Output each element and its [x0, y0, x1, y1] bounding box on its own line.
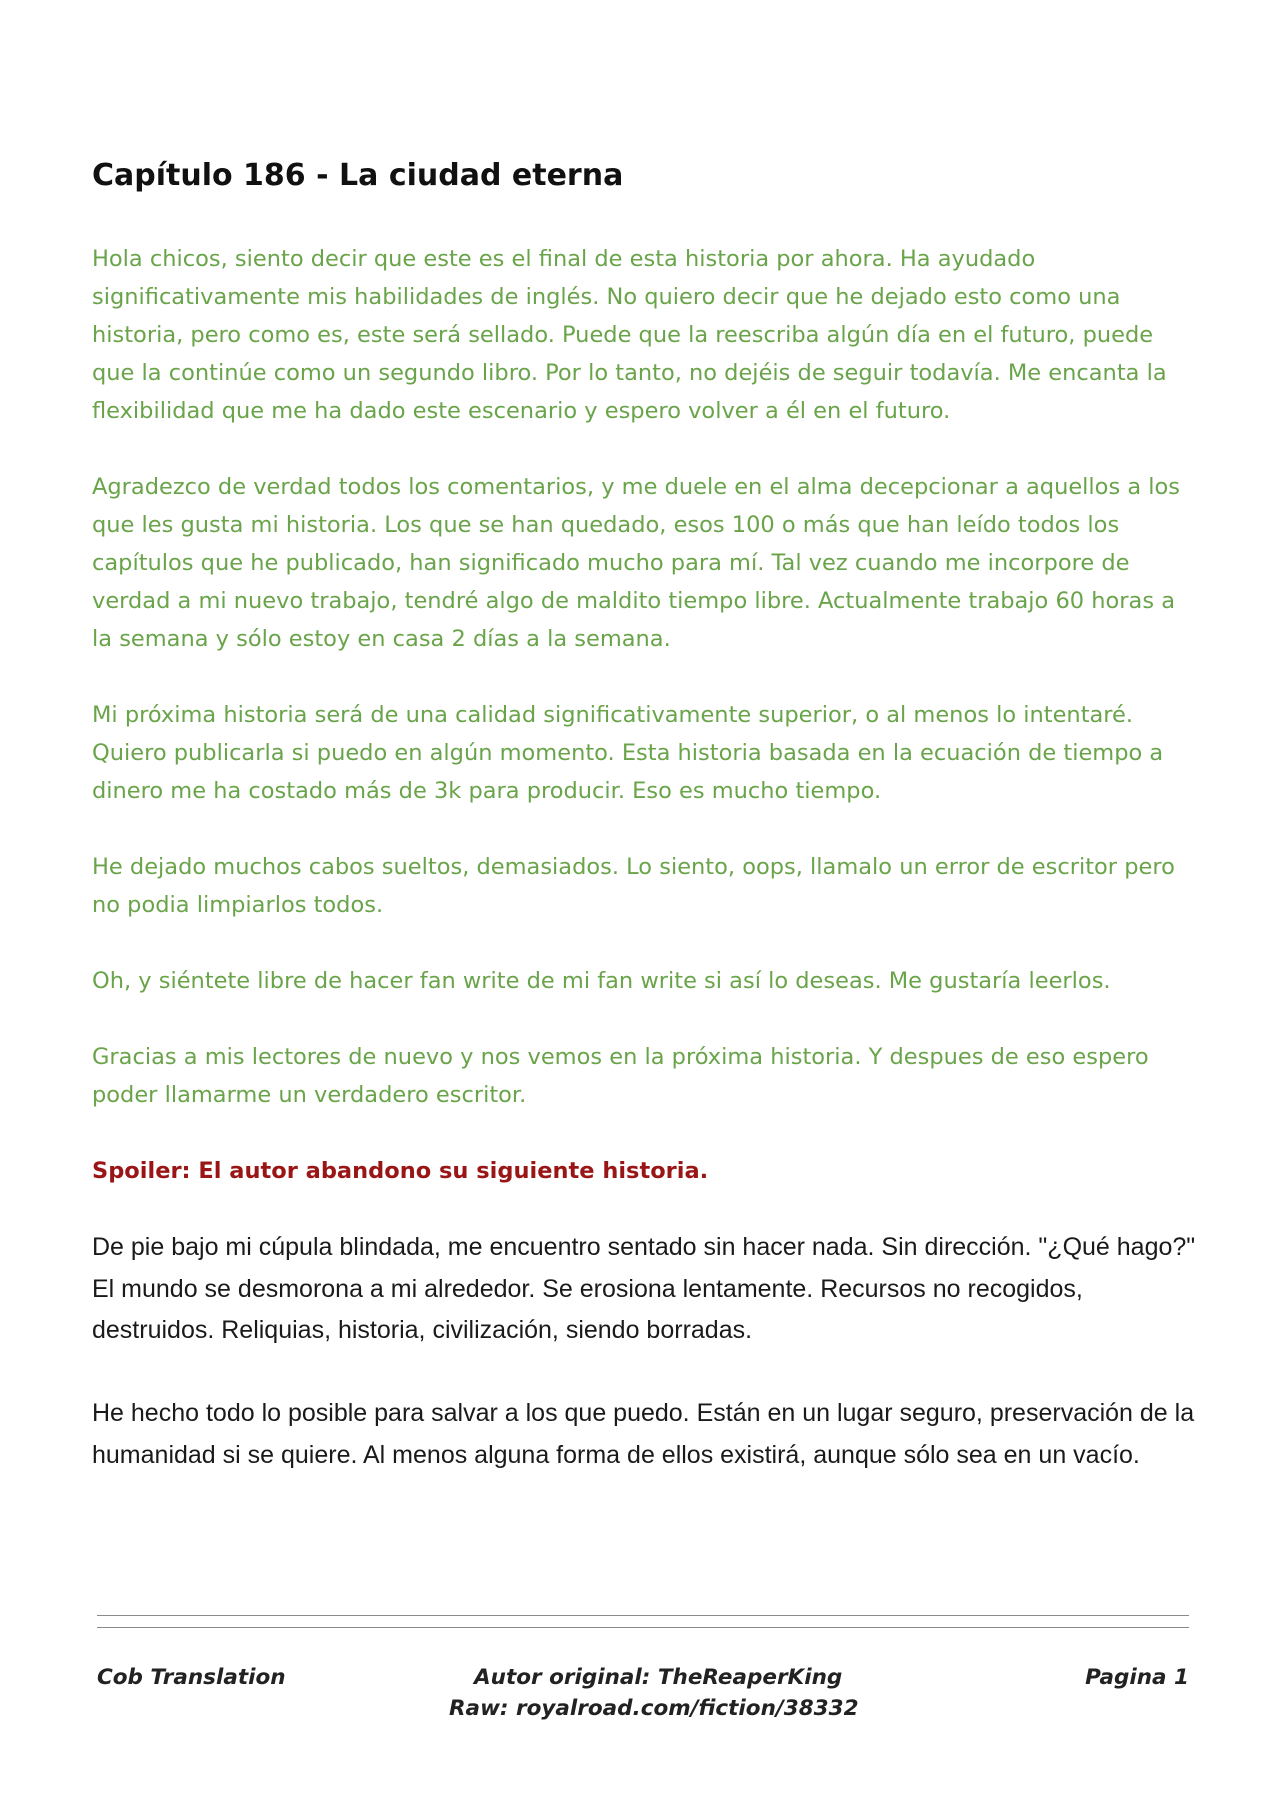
- translator-note-paragraph: Hola chicos, siento decir que este es el final de esta historia por ahora. Ha ayudado significativamente mis habilidades de inglés. No quiero decir que he dejado esto como una historia, pero como es, este será sellado. Puede que la reescriba algún día en el futuro, puede que la continúe como un segundo libro. Por lo tanto, no dejéis de seguir todavía. Me encanta la flexibilidad que me ha dado este escenario y espero volver a él en el futuro.: [92, 246, 1167, 424]
- story-paragraph: De pie bajo mi cúpula blindada, me encuentro sentado sin hacer nada. Sin dirección. "¿Qué hago?" El mundo se desmorona a mi alrededor. Se erosiona lentamente. Recursos no recogidos, destruidos. Reliquias, historia, civilización, siendo borradas.: [92, 1233, 1196, 1344]
- spoiler-note: Spoiler: El autor abandono su siguiente historia.: [92, 1158, 709, 1184]
- translator-note-paragraph: Agradezco de verdad todos los comentarios, y me duele en el alma decepcionar a aquellos a los que les gusta mi historia. Los que se han quedado, esos 100 o más que han leído todos los capítulos que he publicado, han significado mucho para mí. Tal vez cuando me incorpore de verdad a mi nuevo trabajo, tendré algo de maldito tiempo libre. Actualmente trabajo 60 horas a la semana y sólo estoy en casa 2 días a la semana.: [92, 474, 1180, 652]
- footer-divider-bottom: [97, 1627, 1189, 1628]
- translator-note-paragraph: Mi próxima historia será de una calidad significativamente superior, o al menos lo intentaré. Quiero publicarla si puedo en algún momento. Esta historia basada en la ecuación de tiempo a dinero me ha costado más de 3k para producir. Eso es mucho tiempo.: [92, 702, 1164, 804]
- footer-raw-source: Raw: royalroad.com/fiction/38332: [449, 1696, 859, 1721]
- translator-note-paragraph: Gracias a mis lectores de nuevo y nos vemos en la próxima historia. Y despues de eso espero poder llamarme un verdadero escritor.: [92, 1044, 1149, 1108]
- chapter-title: Capítulo 186 - La ciudad eterna: [92, 158, 624, 193]
- footer-original-author: Autor original: TheReaperKing: [474, 1665, 843, 1690]
- story-paragraph: He hecho todo lo posible para salvar a los que puedo. Están en un lugar seguro, preservación de la humanidad si se quiere. Al menos alguna forma de ellos existirá, aunque sólo sea en un vacío.: [92, 1399, 1195, 1469]
- translator-note-paragraph: Oh, y siéntete libre de hacer fan write de mi fan write si así lo deseas. Me gustaría leerlos.: [92, 968, 1111, 994]
- translator-note-paragraph: He dejado muchos cabos sueltos, demasiados. Lo siento, oops, llamalo un error de escritor pero no podia limpiarlos todos.: [92, 854, 1175, 918]
- footer-divider-top: [97, 1615, 1189, 1616]
- footer-page-number: Pagina 1: [1085, 1665, 1189, 1690]
- footer-translator: Cob Translation: [97, 1665, 286, 1690]
